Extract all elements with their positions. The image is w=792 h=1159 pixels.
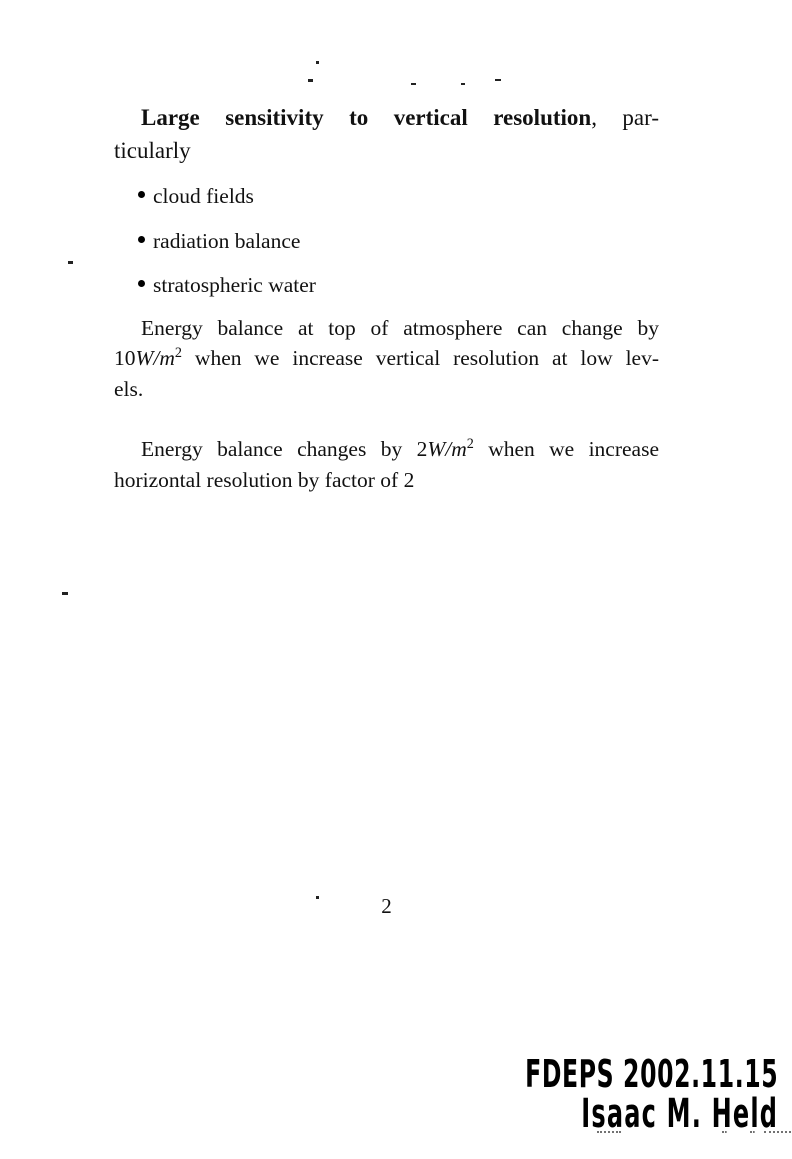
- bullet-item: [114, 181, 659, 211]
- scan-speckle: [62, 592, 68, 595]
- paragraph1-line-2: [114, 343, 659, 373]
- bullet-icon: [138, 280, 145, 287]
- heading-bold-text: Large sensitivity to vertical resolution: [141, 105, 592, 130]
- paragraph2-line-1-text: Energy balance changes by: [141, 437, 417, 461]
- paragraph2-line-2: horizontal resolution by factor of 2: [114, 468, 415, 492]
- scan-speckle: [68, 261, 73, 264]
- scan-speckle: [411, 83, 416, 85]
- handwritten-date: FDEPS 2002.11.15: [524, 1052, 778, 1096]
- bullet-item: [114, 270, 659, 300]
- paragraph2-line-1-text-end: when we increase: [473, 437, 659, 461]
- math-exponent: 2: [466, 436, 474, 453]
- math-coefficient: 10: [114, 346, 136, 370]
- scan-speckle: [316, 896, 319, 899]
- paragraph1-line-2-text: when we increase vertical resolution at low lev-: [182, 346, 659, 370]
- heading-line-2: ticularly: [114, 138, 191, 163]
- page-number: 2: [381, 894, 392, 918]
- bullet-item-label: cloud fields: [153, 184, 254, 208]
- scan-speckle: [316, 61, 319, 64]
- scan-speckle: [461, 83, 465, 85]
- math-units: W/m: [427, 437, 467, 461]
- heading-tail-text: , par-: [591, 105, 659, 130]
- bullet-item: [114, 226, 659, 256]
- bullet-icon: [138, 191, 145, 198]
- handwritten-author: Isaac M. Held: [581, 1091, 778, 1137]
- math-exponent: 2: [174, 345, 183, 362]
- paragraph1-line-3: els.: [114, 377, 144, 401]
- paragraph1-line-1: Energy balance at top of atmosphere can change by: [141, 316, 659, 340]
- scan-dotted-mark: [750, 1131, 755, 1133]
- bullet-item-label: radiation balance: [153, 229, 301, 253]
- bullet-item-label: stratospheric water: [153, 273, 316, 297]
- heading-line-1: [114, 103, 659, 133]
- scan-dotted-mark: [764, 1131, 791, 1133]
- scan-dotted-mark: [597, 1131, 621, 1133]
- scan-speckle: [308, 79, 313, 82]
- scan-speckle: [495, 79, 501, 81]
- math-units: W/m: [135, 346, 175, 370]
- paragraph2-line-1: [114, 434, 659, 464]
- math-coefficient: 2: [416, 437, 428, 461]
- scan-dotted-mark: [722, 1131, 727, 1133]
- bullet-icon: [138, 236, 145, 243]
